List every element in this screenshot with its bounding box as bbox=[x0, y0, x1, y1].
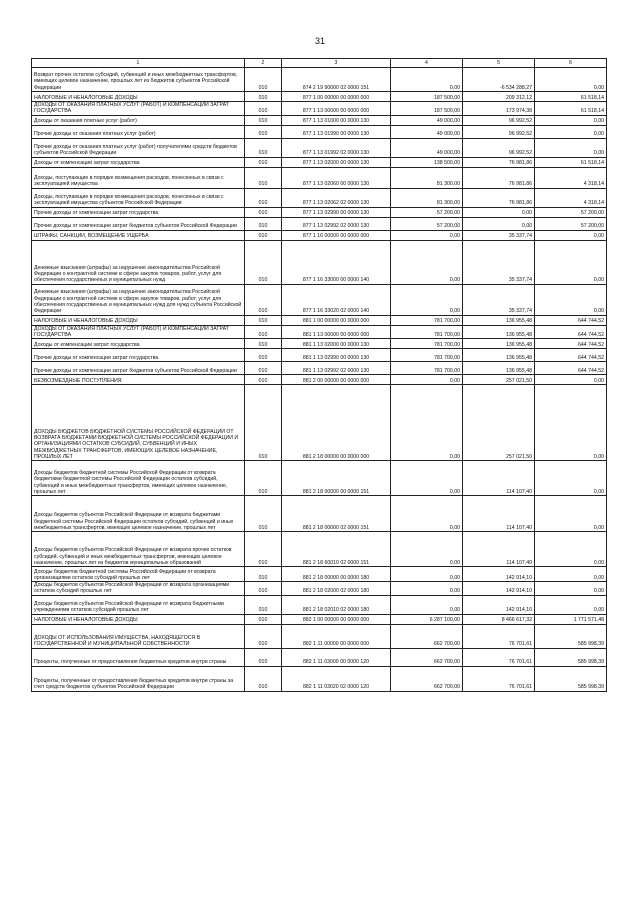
row-budget-code-cell: 882 1 11 03020 02 0000 120 bbox=[282, 666, 391, 691]
row-line-code-cell: 010 bbox=[245, 125, 282, 138]
row-budget-code-cell: 881 1 00 00000 00 0000 000 bbox=[282, 315, 391, 325]
row-executed-cell: 76 981,86 bbox=[463, 167, 535, 188]
row-approved-cell: 187 500,00 bbox=[391, 92, 463, 102]
row-approved-cell: 57 200,00 bbox=[391, 207, 463, 217]
row-approved-cell: 781 700,00 bbox=[391, 325, 463, 339]
row-executed-cell: 209 312,12 bbox=[463, 92, 535, 102]
row-approved-cell: 0,00 bbox=[391, 567, 463, 582]
row-name-cell: ДОХОДЫ ОТ ОКАЗАНИЯ ПЛАТНЫХ УСЛУГ (РАБОТ) И КОМПЕНСАЦИИ ЗАТРАТ ГОСУДАРСТВА bbox=[32, 102, 245, 116]
row-executed-cell: -6 534 288,27 bbox=[463, 68, 535, 92]
row-line-code-cell: 010 bbox=[245, 217, 282, 230]
row-executed-cell: 173 974,38 bbox=[463, 102, 535, 116]
row-approved-cell: 0,00 bbox=[391, 68, 463, 92]
table-row bbox=[32, 125, 607, 138]
row-line-code-cell: 010 bbox=[245, 157, 282, 167]
table-row bbox=[32, 157, 607, 167]
row-line-code-cell: 010 bbox=[245, 582, 282, 596]
row-line-code-cell: 010 bbox=[245, 666, 282, 691]
row-name-cell: Доходы бюджетов субъектов Российской Федерации от возврата бюджетами бюджетной системы Российской Федерации остатков субсидий, субвенций и иных межбюджетных трансфертов, имеющих целевое назначение, прошлых лет bbox=[32, 496, 245, 532]
row-unexecuted-cell: 0,00 bbox=[535, 461, 607, 496]
row-unexecuted-cell: 0,00 bbox=[535, 125, 607, 138]
row-line-code-cell: 010 bbox=[245, 496, 282, 532]
row-unexecuted-cell: 0,00 bbox=[535, 385, 607, 461]
row-line-code-cell: 010 bbox=[245, 532, 282, 567]
table-row bbox=[32, 624, 607, 648]
table-row bbox=[32, 230, 607, 240]
row-line-code-cell: 010 bbox=[245, 567, 282, 582]
row-name-cell: Доходы бюджетов субъектов Российской Федерации от возврата прочих остатков субсидий, субвенций и иных межбюджетных трансфертов, имеющих целевое назначение, прошлых лет из бюджетов муниципальных образований bbox=[32, 532, 245, 567]
row-executed-cell: 142 914,10 bbox=[463, 582, 535, 596]
row-approved-cell: 0,00 bbox=[391, 375, 463, 385]
table-row bbox=[32, 532, 607, 567]
row-executed-cell: 35 337,74 bbox=[463, 240, 535, 284]
row-approved-cell: 81 300,00 bbox=[391, 167, 463, 188]
row-line-code-cell: 010 bbox=[245, 230, 282, 240]
row-budget-code-cell: 877 1 16 33000 00 0000 140 bbox=[282, 240, 391, 284]
row-name-cell: Прочие доходы от компенсации затрат государства bbox=[32, 207, 245, 217]
table-row bbox=[32, 102, 607, 116]
row-approved-cell: 781 700,00 bbox=[391, 339, 463, 349]
row-unexecuted-cell: 61 518,14 bbox=[535, 92, 607, 102]
row-name-cell: Доходы, поступающие в порядке возмещения расходов, понесенных в связи с эксплуатацией имущества субъектов Российской Федерации bbox=[32, 188, 245, 207]
row-line-code-cell: 010 bbox=[245, 339, 282, 349]
row-budget-code-cell: 881 2 18 00000 00 0000 000 bbox=[282, 385, 391, 461]
table-row bbox=[32, 614, 607, 624]
row-name-cell: ДОХОДЫ БЮДЖЕТОВ БЮДЖЕТНОЙ СИСТЕМЫ РОССИЙСКОЙ ФЕДЕРАЦИИ ОТ ВОЗВРАТА БЮДЖЕТАМИ БЮДЖЕТНОЙ СИСТЕМЫ РОССИЙСКОЙ ФЕДЕРАЦИИ И ОРГАНИЗАЦИЯМИ ОСТАТКОВ СУБСИДИЙ, СУБВЕНЦИЙ И ИНЫХ МЕЖБЮДЖЕТНЫХ ТРАНСФЕРТОВ, ИМЕЮЩИХ ЦЕЛЕВОЕ НАЗНАЧЕНИЕ, ПРОШЛЫХ ЛЕТ bbox=[32, 385, 245, 461]
row-approved-cell: 0,00 bbox=[391, 385, 463, 461]
row-unexecuted-cell: 585 998,39 bbox=[535, 648, 607, 666]
row-budget-code-cell: 877 1 16 00000 00 0000 000 bbox=[282, 230, 391, 240]
row-name-cell: НАЛОГОВЫЕ И НЕНАЛОГОВЫЕ ДОХОДЫ bbox=[32, 614, 245, 624]
row-budget-code-cell: 874 2 19 90000 02 0000 151 bbox=[282, 68, 391, 92]
table-row bbox=[32, 666, 607, 691]
row-executed-cell: 257 021,50 bbox=[463, 375, 535, 385]
row-unexecuted-cell: 585 998,39 bbox=[535, 624, 607, 648]
table-row bbox=[32, 68, 607, 92]
row-approved-cell: 0,00 bbox=[391, 461, 463, 496]
row-executed-cell: 76 701,61 bbox=[463, 666, 535, 691]
row-line-code-cell: 010 bbox=[245, 240, 282, 284]
row-line-code-cell: 010 bbox=[245, 207, 282, 217]
revenue-table bbox=[31, 58, 607, 692]
row-budget-code-cell: 881 1 13 02992 02 0000 130 bbox=[282, 362, 391, 375]
col-header-6: 6 bbox=[535, 59, 607, 68]
row-unexecuted-cell: 644 744,52 bbox=[535, 315, 607, 325]
row-executed-cell: 142 914,10 bbox=[463, 595, 535, 614]
row-approved-cell: 138 500,00 bbox=[391, 157, 463, 167]
row-budget-code-cell: 877 1 13 01990 00 0000 130 bbox=[282, 125, 391, 138]
row-executed-cell: 257 021,50 bbox=[463, 385, 535, 461]
row-unexecuted-cell: 1 771 571,48 bbox=[535, 614, 607, 624]
row-name-cell: Прочие доходы от компенсации затрат государства bbox=[32, 349, 245, 362]
row-line-code-cell: 010 bbox=[245, 115, 282, 125]
row-budget-code-cell: 881 1 13 00000 00 0000 000 bbox=[282, 325, 391, 339]
row-unexecuted-cell: 0,00 bbox=[535, 68, 607, 92]
table-row bbox=[32, 207, 607, 217]
row-approved-cell: 187 500,00 bbox=[391, 102, 463, 116]
row-approved-cell: 81 300,00 bbox=[391, 188, 463, 207]
row-executed-cell: 76 701,61 bbox=[463, 624, 535, 648]
row-line-code-cell: 010 bbox=[245, 614, 282, 624]
row-unexecuted-cell: 4 318,14 bbox=[535, 188, 607, 207]
col-header-4: 4 bbox=[391, 59, 463, 68]
row-line-code-cell: 010 bbox=[245, 315, 282, 325]
row-line-code-cell: 010 bbox=[245, 68, 282, 92]
row-name-cell: Доходы, поступающие в порядке возмещения расходов, понесенных в связи с эксплуатацией имущества bbox=[32, 167, 245, 188]
row-line-code-cell: 010 bbox=[245, 595, 282, 614]
row-line-code-cell: 010 bbox=[245, 624, 282, 648]
row-approved-cell: 0,00 bbox=[391, 240, 463, 284]
row-approved-cell: 0,00 bbox=[391, 284, 463, 315]
row-unexecuted-cell: 0,00 bbox=[535, 240, 607, 284]
row-approved-cell: 49 000,00 bbox=[391, 138, 463, 157]
row-executed-cell: 114 107,40 bbox=[463, 532, 535, 567]
col-header-2: 2 bbox=[245, 59, 282, 68]
row-line-code-cell: 010 bbox=[245, 362, 282, 375]
row-name-cell: Проценты, полученные от предоставления бюджетных кредитов внутри страны bbox=[32, 648, 245, 666]
table-row bbox=[32, 648, 607, 666]
table-row bbox=[32, 461, 607, 496]
row-budget-code-cell: 881 2 00 00000 00 0000 000 bbox=[282, 375, 391, 385]
row-approved-cell: 0,00 bbox=[391, 532, 463, 567]
row-name-cell: Доходы бюджетов субъектов Российской Федерации от возврата организациями остатков субсидий прошлых лет bbox=[32, 582, 245, 596]
table-row bbox=[32, 325, 607, 339]
row-budget-code-cell: 881 1 13 02990 00 0000 130 bbox=[282, 349, 391, 362]
row-approved-cell: 662 700,00 bbox=[391, 648, 463, 666]
row-name-cell: Доходы бюджетов субъектов Российской Федерации от возврата бюджетными учреждениями остатков субсидий прошлых лет bbox=[32, 595, 245, 614]
row-executed-cell: 8 466 617,32 bbox=[463, 614, 535, 624]
row-executed-cell: 96 992,52 bbox=[463, 125, 535, 138]
row-executed-cell: 35 337,74 bbox=[463, 284, 535, 315]
row-unexecuted-cell: 644 744,52 bbox=[535, 339, 607, 349]
row-name-cell: Денежные взыскания (штрафы) за нарушение законодательства Российской Федерации о контрактной системе в сфере закупок товаров, работ, услуг для обеспечения государственных и муниципальных нужд bbox=[32, 240, 245, 284]
row-budget-code-cell: 877 1 13 01992 02 0000 130 bbox=[282, 138, 391, 157]
row-line-code-cell: 010 bbox=[245, 461, 282, 496]
row-budget-code-cell: 877 1 13 02990 00 0000 130 bbox=[282, 207, 391, 217]
row-unexecuted-cell: 0,00 bbox=[535, 595, 607, 614]
row-unexecuted-cell: 61 518,14 bbox=[535, 157, 607, 167]
col-header-3: 3 bbox=[282, 59, 391, 68]
row-name-cell: Возврат прочих остатков субсидий, субвенций и иных межбюджетных трансфертов, имеющих целевое назначение, прошлых лет из бюджетов субъектов Российской Федерации bbox=[32, 68, 245, 92]
row-executed-cell: 136 955,48 bbox=[463, 339, 535, 349]
row-name-cell: НАЛОГОВЫЕ И НЕНАЛОГОВЫЕ ДОХОДЫ bbox=[32, 315, 245, 325]
row-unexecuted-cell: 0,00 bbox=[535, 115, 607, 125]
table-row bbox=[32, 315, 607, 325]
table-row bbox=[32, 375, 607, 385]
row-budget-code-cell: 877 1 13 02062 02 0000 130 bbox=[282, 188, 391, 207]
row-name-cell: Доходы от оказания платных услуг (работ) bbox=[32, 115, 245, 125]
table-row bbox=[32, 167, 607, 188]
row-line-code-cell: 010 bbox=[245, 284, 282, 315]
row-executed-cell: 35 337,74 bbox=[463, 230, 535, 240]
row-line-code-cell: 010 bbox=[245, 648, 282, 666]
row-executed-cell: 114 107,40 bbox=[463, 461, 535, 496]
row-name-cell: Доходы бюджетов бюджетной системы Российской Федерации от возврата бюджетами бюджетной системы Российской Федерации остатков субсидий, субвенций и иных межбюджетных трансфертов, имеющих целевое назначение, прошлых лет bbox=[32, 461, 245, 496]
row-name-cell: ШТРАФЫ, САНКЦИИ, ВОЗМЕЩЕНИЕ УЩЕРБА bbox=[32, 230, 245, 240]
row-budget-code-cell: 881 2 18 02000 02 0000 180 bbox=[282, 582, 391, 596]
row-budget-code-cell: 877 1 13 02060 00 0000 130 bbox=[282, 167, 391, 188]
row-name-cell: Прочие доходы от компенсации затрат бюджетов субъектов Российской Федерации bbox=[32, 217, 245, 230]
table-row bbox=[32, 138, 607, 157]
table-row bbox=[32, 339, 607, 349]
row-executed-cell: 136 955,48 bbox=[463, 362, 535, 375]
row-unexecuted-cell: 0,00 bbox=[535, 138, 607, 157]
row-name-cell: Прочие доходы от оказания платных услуг (работ) bbox=[32, 125, 245, 138]
table-row bbox=[32, 217, 607, 230]
row-approved-cell: 0,00 bbox=[391, 582, 463, 596]
row-budget-code-cell: 882 1 00 00000 00 0000 000 bbox=[282, 614, 391, 624]
row-name-cell: НАЛОГОВЫЕ И НЕНАЛОГОВЫЕ ДОХОДЫ bbox=[32, 92, 245, 102]
row-approved-cell: 57 200,00 bbox=[391, 217, 463, 230]
row-approved-cell: 49 000,00 bbox=[391, 125, 463, 138]
row-line-code-cell: 010 bbox=[245, 138, 282, 157]
row-approved-cell: 6 287 100,00 bbox=[391, 614, 463, 624]
row-executed-cell: 136 955,48 bbox=[463, 349, 535, 362]
row-name-cell: Денежные взыскания (штрафы) за нарушение законодательства Российской Федерации о контрактной системе в сфере закупок товаров, работ, услуг для обеспечения государственных и муниципальных нужд для нужд субъекта Российской Федерации bbox=[32, 284, 245, 315]
col-header-5: 5 bbox=[463, 59, 535, 68]
row-approved-cell: 0,00 bbox=[391, 496, 463, 532]
row-budget-code-cell: 877 1 13 02992 02 0000 130 bbox=[282, 217, 391, 230]
row-budget-code-cell: 881 2 18 00000 00 0000 151 bbox=[282, 461, 391, 496]
table-row bbox=[32, 92, 607, 102]
row-approved-cell: 0,00 bbox=[391, 595, 463, 614]
row-unexecuted-cell: 0,00 bbox=[535, 582, 607, 596]
table-row bbox=[32, 582, 607, 596]
row-budget-code-cell: 881 2 18 60010 02 0000 151 bbox=[282, 532, 391, 567]
table-row bbox=[32, 115, 607, 125]
table-header-row bbox=[32, 59, 607, 68]
row-name-cell: Доходы от компенсации затрат государства bbox=[32, 339, 245, 349]
row-name-cell: Проценты, полученные от предоставления бюджетных кредитов внутри страны за счет средств бюджетов субъектов Российской Федерации bbox=[32, 666, 245, 691]
row-executed-cell: 76 981,86 bbox=[463, 157, 535, 167]
row-budget-code-cell: 881 2 18 00000 02 0000 151 bbox=[282, 496, 391, 532]
row-executed-cell: 0,00 bbox=[463, 217, 535, 230]
row-executed-cell: 142 914,10 bbox=[463, 567, 535, 582]
table-row bbox=[32, 240, 607, 284]
row-budget-code-cell: 882 1 11 00000 00 0000 000 bbox=[282, 624, 391, 648]
row-budget-code-cell: 881 2 18 02010 02 0000 180 bbox=[282, 595, 391, 614]
page-number: 31 bbox=[314, 36, 325, 46]
row-executed-cell: 76 981,86 bbox=[463, 188, 535, 207]
row-line-code-cell: 010 bbox=[245, 375, 282, 385]
row-unexecuted-cell: 644 744,52 bbox=[535, 362, 607, 375]
row-approved-cell: 0,00 bbox=[391, 230, 463, 240]
row-approved-cell: 781 700,00 bbox=[391, 362, 463, 375]
row-budget-code-cell: 877 1 13 00000 00 0000 000 bbox=[282, 102, 391, 116]
row-unexecuted-cell: 0,00 bbox=[535, 375, 607, 385]
row-line-code-cell: 010 bbox=[245, 102, 282, 116]
row-unexecuted-cell: 644 744,52 bbox=[535, 349, 607, 362]
row-name-cell: ДОХОДЫ ОТ ИСПОЛЬЗОВАНИЯ ИМУЩЕСТВА, НАХОДЯЩЕГОСЯ В ГОСУДАРСТВЕННОЙ И МУНИЦИПАЛЬНОЙ СОБСТВЕННОСТИ bbox=[32, 624, 245, 648]
row-unexecuted-cell: 57 200,00 bbox=[535, 217, 607, 230]
row-unexecuted-cell: 4 318,14 bbox=[535, 167, 607, 188]
row-budget-code-cell: 877 1 13 02000 00 0000 130 bbox=[282, 157, 391, 167]
row-line-code-cell: 010 bbox=[245, 92, 282, 102]
table-row bbox=[32, 385, 607, 461]
row-line-code-cell: 010 bbox=[245, 167, 282, 188]
row-name-cell: БЕЗВОЗМЕЗДНЫЕ ПОСТУПЛЕНИЯ bbox=[32, 375, 245, 385]
row-line-code-cell: 010 bbox=[245, 188, 282, 207]
row-budget-code-cell: 877 1 16 33020 02 0000 140 bbox=[282, 284, 391, 315]
row-line-code-cell: 010 bbox=[245, 349, 282, 362]
row-name-cell: Прочие доходы от оказания платных услуг (работ) получателями средств бюджетов субъектов Российской Федерации bbox=[32, 138, 245, 157]
row-unexecuted-cell: 57 200,00 bbox=[535, 207, 607, 217]
row-line-code-cell: 010 bbox=[245, 325, 282, 339]
table-row bbox=[32, 188, 607, 207]
table-row bbox=[32, 362, 607, 375]
col-header-1: 1 bbox=[32, 59, 245, 68]
row-unexecuted-cell: 0,00 bbox=[535, 532, 607, 567]
row-approved-cell: 662 700,00 bbox=[391, 666, 463, 691]
row-unexecuted-cell: 0,00 bbox=[535, 496, 607, 532]
row-budget-code-cell: 877 1 13 01000 00 0000 130 bbox=[282, 115, 391, 125]
row-name-cell: Прочие доходы от компенсации затрат бюджетов субъектов Российской Федерации bbox=[32, 362, 245, 375]
row-executed-cell: 136 955,48 bbox=[463, 325, 535, 339]
table-row bbox=[32, 284, 607, 315]
row-budget-code-cell: 882 1 11 03000 00 0000 120 bbox=[282, 648, 391, 666]
row-unexecuted-cell: 0,00 bbox=[535, 230, 607, 240]
row-budget-code-cell: 881 2 18 00000 00 0000 180 bbox=[282, 567, 391, 582]
row-approved-cell: 781 700,00 bbox=[391, 315, 463, 325]
row-unexecuted-cell: 61 518,14 bbox=[535, 102, 607, 116]
row-executed-cell: 96 992,52 bbox=[463, 138, 535, 157]
row-executed-cell: 96 992,52 bbox=[463, 115, 535, 125]
row-line-code-cell: 010 bbox=[245, 385, 282, 461]
row-approved-cell: 49 000,00 bbox=[391, 115, 463, 125]
row-unexecuted-cell: 0,00 bbox=[535, 567, 607, 582]
row-budget-code-cell: 877 1 00 00000 00 0000 000 bbox=[282, 92, 391, 102]
row-executed-cell: 76 701,61 bbox=[463, 648, 535, 666]
table-row bbox=[32, 496, 607, 532]
row-name-cell: ДОХОДЫ ОТ ОКАЗАНИЯ ПЛАТНЫХ УСЛУГ (РАБОТ) И КОМПЕНСАЦИИ ЗАТРАТ ГОСУДАРСТВА bbox=[32, 325, 245, 339]
table-row bbox=[32, 349, 607, 362]
row-unexecuted-cell: 644 744,52 bbox=[535, 325, 607, 339]
row-approved-cell: 781 700,00 bbox=[391, 349, 463, 362]
row-unexecuted-cell: 585 998,39 bbox=[535, 666, 607, 691]
row-name-cell: Доходы от компенсации затрат государства bbox=[32, 157, 245, 167]
table-row bbox=[32, 567, 607, 582]
row-name-cell: Доходы бюджетов бюджетной системы Российской Федерации от возврата организациями остатков субсидий прошлых лет bbox=[32, 567, 245, 582]
row-approved-cell: 662 700,00 bbox=[391, 624, 463, 648]
row-unexecuted-cell: 0,00 bbox=[535, 284, 607, 315]
row-executed-cell: 114 107,40 bbox=[463, 496, 535, 532]
table-row bbox=[32, 595, 607, 614]
row-budget-code-cell: 881 1 13 02000 00 0000 130 bbox=[282, 339, 391, 349]
row-executed-cell: 136 955,48 bbox=[463, 315, 535, 325]
row-executed-cell: 0,00 bbox=[463, 207, 535, 217]
